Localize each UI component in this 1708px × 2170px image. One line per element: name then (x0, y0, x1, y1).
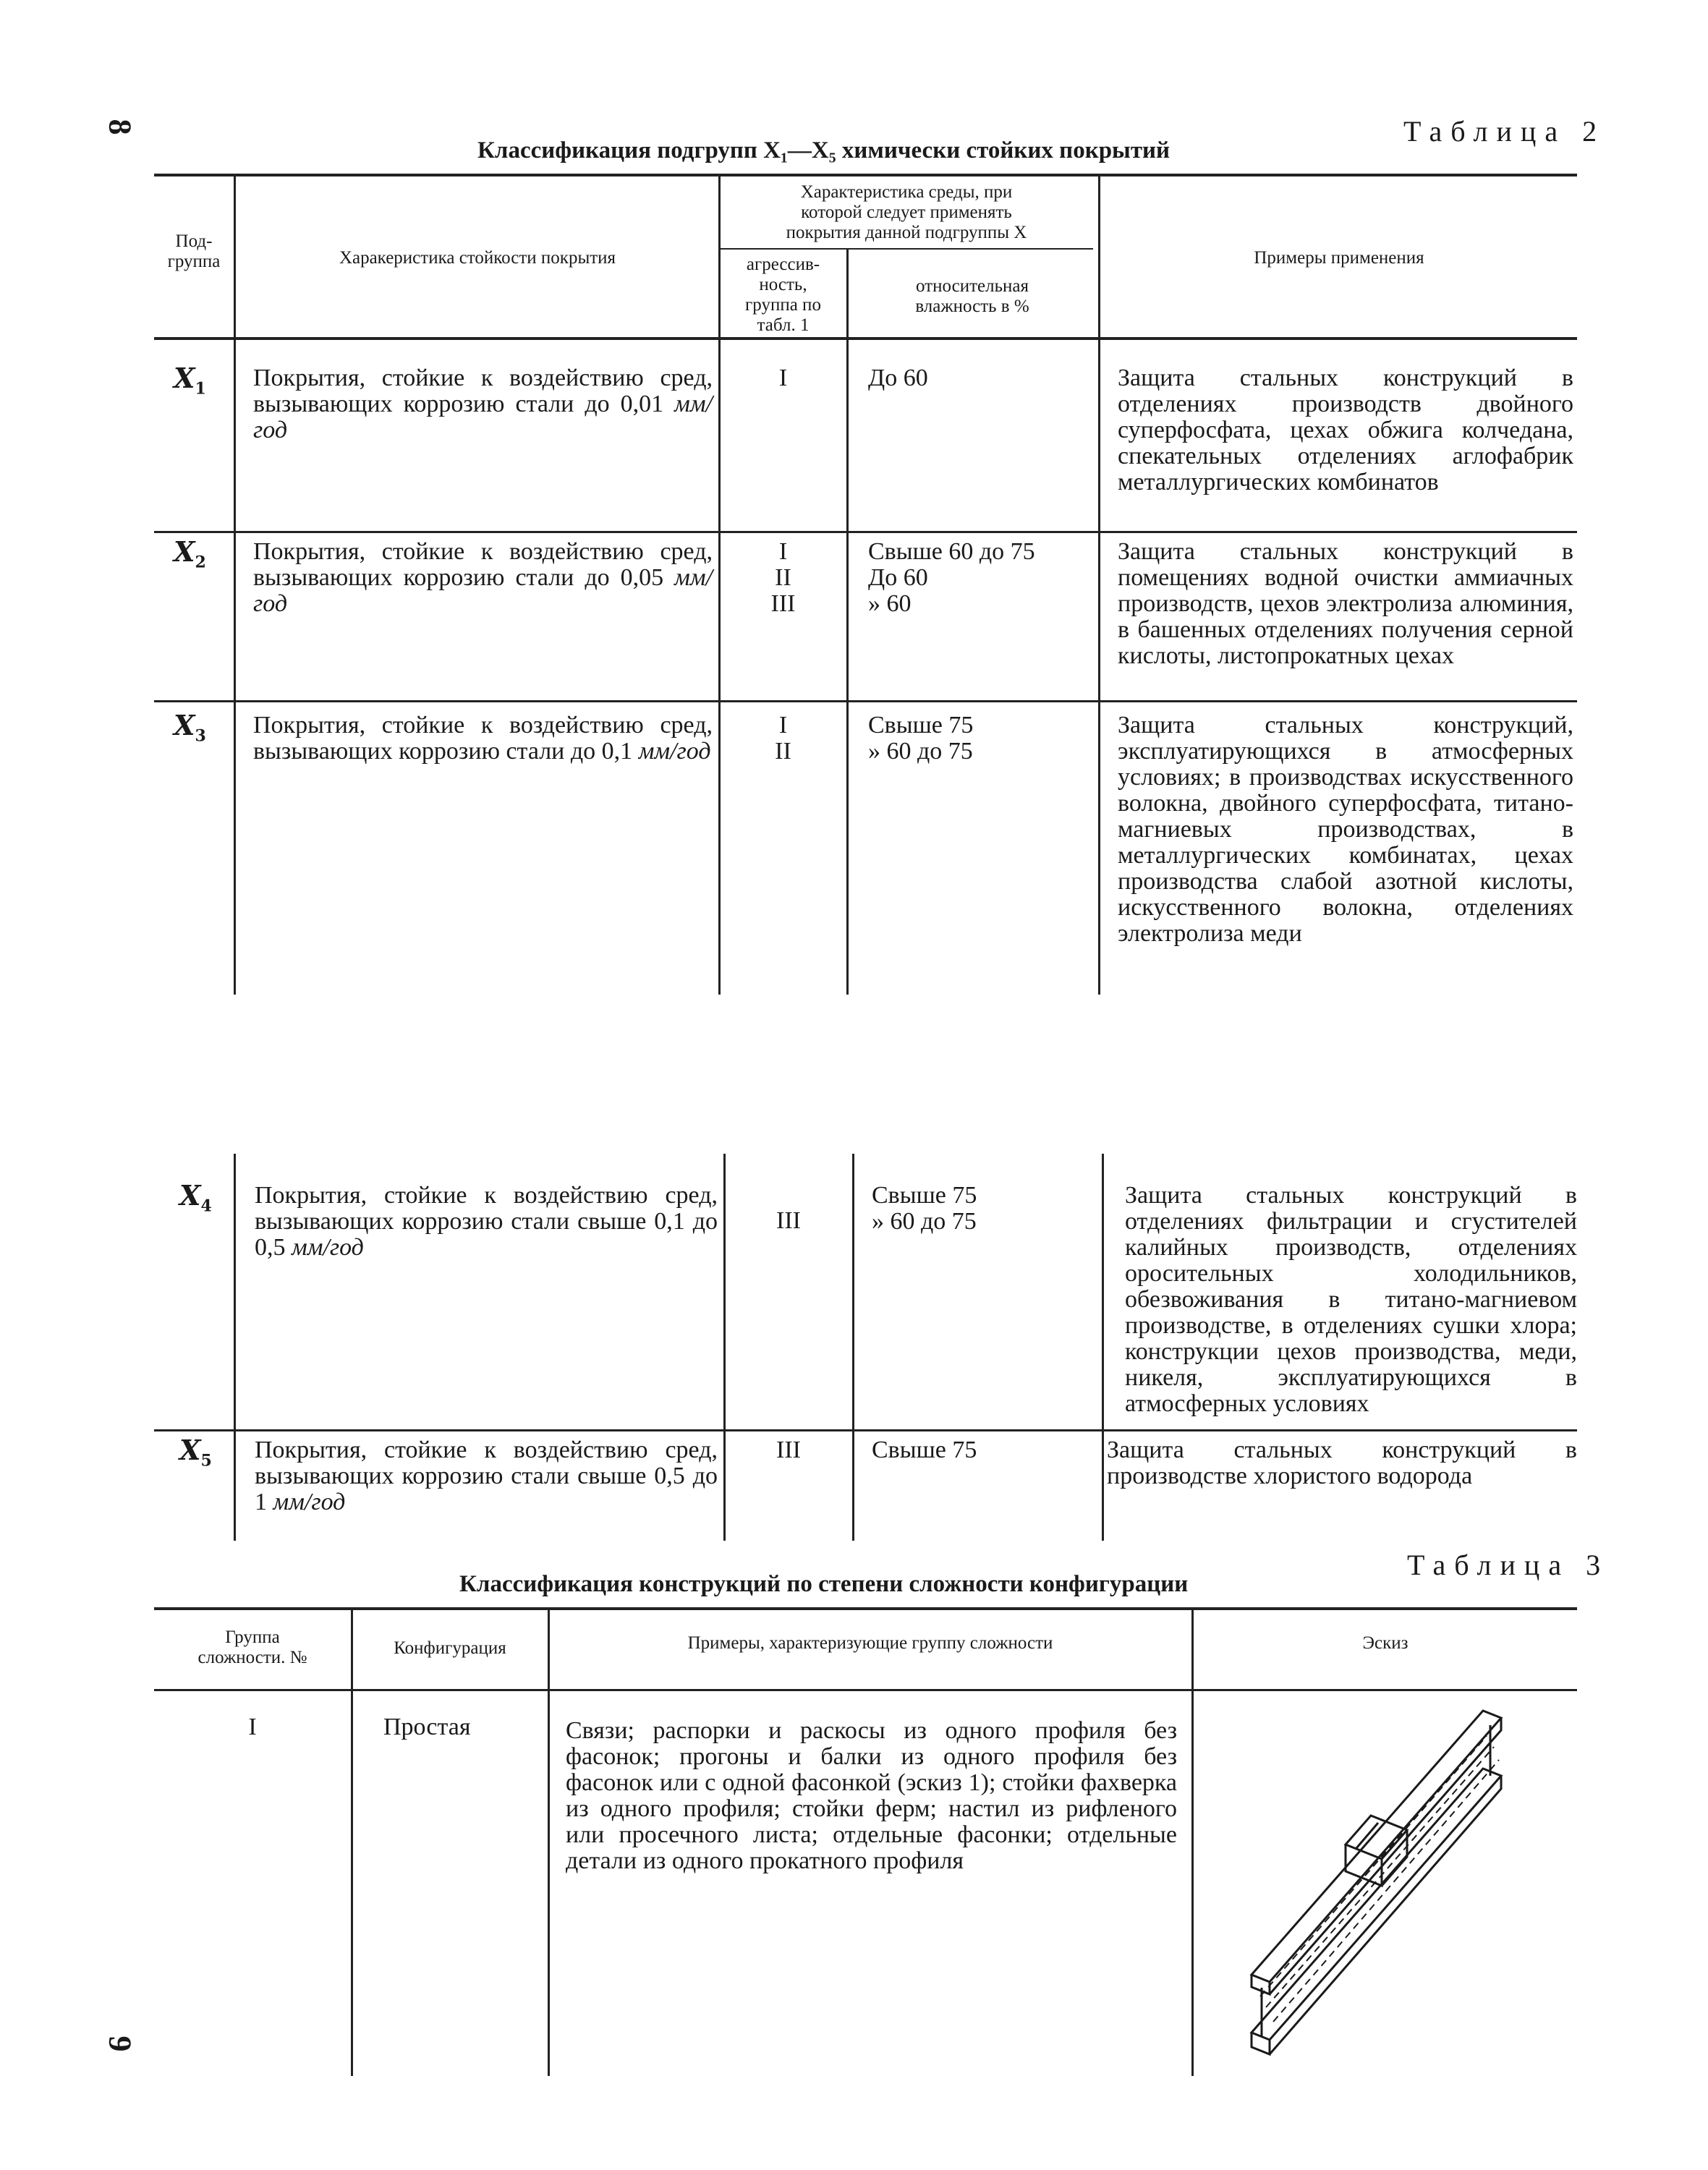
table2-col-rule-4 (1098, 174, 1100, 995)
table2-row-rule-4 (154, 1429, 1577, 1431)
table2-header-rule (154, 337, 1577, 340)
table2-top-rule (154, 174, 1577, 176)
header-examples-group: Примеры, характеризующие группу сложности (687, 1633, 1053, 1653)
table3-label: Таблица 3 (1407, 1549, 1610, 1581)
table2-row-rule-1 (154, 531, 1577, 533)
table3-header-rule (154, 1689, 1577, 1691)
resistance-x3: Покрытия, стойкие к воздействию сред, вызывающих коррозию стали до 0,1 мм/год (253, 712, 713, 765)
table3-col-rule-2 (548, 1609, 550, 2076)
resistance-x5: Покрытия, стойкие к воздействию сред, вызывающих коррозию стали свыше 0,5 до 1 мм/год (255, 1437, 718, 1515)
examples-group-1: Связи; распорки и раскосы из одного профиля без фасонок; прогоны и балки из одного профиля без фасонок или с одной фасонкой (эскиз 1); стойки фахверка из одного профиля; стойки ферм; настил из рифленого или просечного листа; отдельные фасонки; отдельные детали из одного прокатного профиля (566, 1717, 1177, 1874)
subgroup-x5: $X_5$ (179, 1434, 212, 1471)
humidity-x4: Свыше 75 » 60 до 75 (872, 1182, 977, 1235)
header-group: Группа сложности. № (197, 1628, 307, 1667)
aggressiveness-x1: I (778, 365, 788, 391)
subgroup-x2: $X_2$ (174, 535, 206, 572)
table2-col-rule-3b (852, 1154, 854, 1541)
table3-col-rule-1 (351, 1609, 353, 2076)
header-subgroup: Под- группа (167, 231, 221, 271)
table2-col-rule-1 (234, 174, 236, 995)
examples-x5: Защита стальных конструкций в производстве хлористого водорода (1107, 1437, 1577, 1489)
resistance-x4: Покрытия, стойкие к воздействию сред, вызывающих коррозию стали свыше 0,1 до 0,5 мм/год (255, 1182, 718, 1261)
resistance-x1: Покрытия, стойкие к воздействию сред, вызывающих коррозию стали до 0,01 мм/год (253, 365, 713, 443)
table2-col-rule-4b (1102, 1154, 1104, 1541)
table2-col-rule-1b (234, 1154, 236, 1541)
table2-label: Таблица 2 (1403, 115, 1606, 148)
header-sketch: Эскиз (1362, 1633, 1409, 1653)
examples-x2: Защита стальных конструкций в помещениях водной очистки аммиачных производств, цехов электролиза алюминия, в башенных отделениях получения серной кислоты, листопрокатных цехах (1118, 538, 1573, 669)
table3-col-rule-3 (1191, 1609, 1194, 2076)
examples-x1: Защита стальных конструкций в отделениях производств двойного суперфосфата, цехах обжига колчедана, спекательных отделениях аглофабрик металлургических комбинатов (1118, 365, 1573, 495)
header-aggressiveness: агрессив- ность, группа по табл. 1 (745, 255, 821, 335)
configuration-value: Простая (383, 1714, 471, 1740)
humidity-x2: Свыше 60 до 75 До 60 » 60 (868, 538, 1035, 617)
subgroup-x3: $X_3$ (174, 709, 206, 746)
page-number-top: 8 (102, 119, 138, 135)
group-number: I (248, 1714, 257, 1740)
humidity-x1: До 60 (868, 365, 928, 391)
subgroup-x4: $X_4$ (179, 1179, 212, 1216)
header-configuration: Конфигурация (394, 1638, 506, 1658)
table2-title: Классификация подгрупп X₁—X₅ химически стойких покрытий (477, 137, 1170, 163)
humidity-x3: Свыше 75 » 60 до 75 (868, 712, 974, 765)
header-resistance: Харакеристика стойкости покрытия (339, 248, 616, 268)
table3-title: Классификация конструкций по степени сложности конфигурации (459, 1571, 1189, 1597)
examples-x4: Защита стальных конструкций в отделениях фильтрации и сгустителей калийных производств, отделениях оросительных холодильников, обезвоживания в титано-магниевом производстве, в отделениях сушки хлора; конструкции цехов производства, меди, никеля, эксплуатирующихся в атмосферных условиях (1125, 1182, 1577, 1417)
aggressiveness-x5: III (776, 1437, 801, 1463)
subgroup-x1: $X_1$ (174, 362, 206, 399)
table2-env-subrule (720, 248, 1093, 250)
aggressiveness-x4: III (776, 1207, 801, 1234)
aggressiveness-x3: I II (775, 712, 791, 765)
page-number-bottom: 9 (102, 2035, 138, 2052)
header-examples: Примеры применения (1254, 248, 1424, 268)
humidity-x5: Свыше 75 (872, 1437, 977, 1463)
table2-col-rule-3 (846, 250, 849, 995)
aggressiveness-x2: I II III (770, 538, 796, 617)
header-environment: Характеристика среды, при которой следует применять покрытия данной подгруппы X (786, 182, 1027, 242)
header-humidity: относительная влажность в % (915, 276, 1029, 316)
examples-x3: Защита стальных конструкций, эксплуатирующихся в атмосферных условиях; в производствах искусственного волокна, двойного суперфосфата, титано-магниевых производствах, в металлургических комбинатах, цехах производства слабой азотной кислоты, искусственного волокна, отделениях электролиза меди (1118, 712, 1573, 947)
resistance-x2: Покрытия, стойкие к воздействию сред, вызывающих коррозию стали до 0,05 мм/год (253, 538, 713, 617)
i-beam-sketch-icon (1244, 1703, 1541, 2065)
table2-row-rule-2 (154, 700, 1577, 702)
table3-top-rule (154, 1607, 1577, 1610)
